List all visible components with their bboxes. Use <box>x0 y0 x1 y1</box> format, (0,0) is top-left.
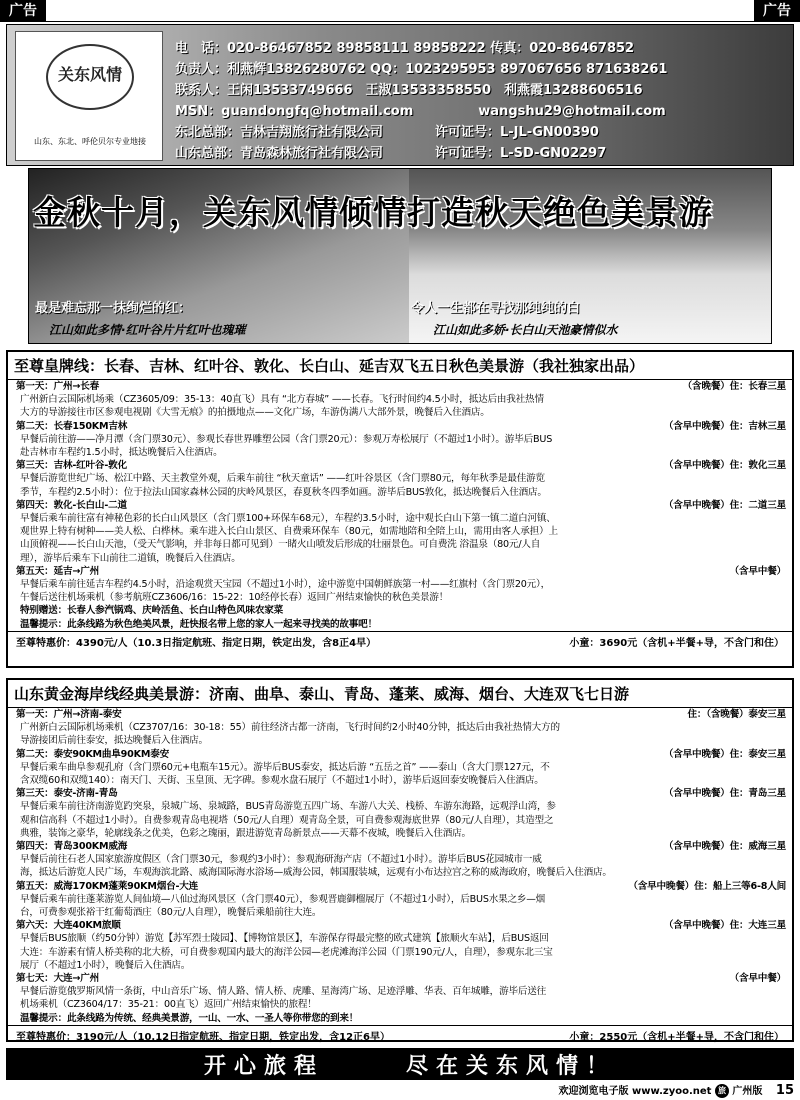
edition-label: 广州版 <box>732 1086 763 1097</box>
banner-subtitle-right: 江山如此多娇·长白山天池豪情似水 <box>433 323 618 337</box>
line-text: 早餐后乘车前往富有神秘色彩的长白山风景区（含门票100+环保车68元），车程约3.5小时，途中观长白山下第一镇二道白河镇、 <box>20 513 556 525</box>
line-text: 导游接团后前往泰安，抵达晚餐后入住酒店。 <box>20 735 208 747</box>
page-footer <box>6 1082 794 1098</box>
line-text: 早餐后乘车前往延吉车程约4.5小时，沿途观赏天宝园（不超过1小时），途中游览中国朝鲜族第一村——红旗村（含门票20元）， <box>20 579 551 591</box>
itinerary-text-line <box>8 800 792 813</box>
line-text: 含双缆60和双缆140）：南天门、天街、玉皇顶、无字碑。参观水盘石展厅（不超过1小时），游毕后返回泰安晚餐后入住酒店。 <box>20 775 544 787</box>
line-text: 山顶俯视——长白山天池，（受天气影响，并非每日都可见到）一睹火山喷发后形成的壮丽景色。可自费洗 浴温泉（80元/人自 <box>20 539 541 551</box>
line-text: 赴吉林市车程约1.5小时，抵达晚餐后入住酒店。 <box>20 447 223 459</box>
day-title: 第五天：威海170KM蓬莱90KM烟台-大连 <box>16 880 199 892</box>
itinerary-day-heading <box>8 919 792 932</box>
itinerary-text-line <box>8 853 792 866</box>
line-text: 观世界上特有树种——美人松、白桦林。乘车进入长白山景区、自费乘环保车（80元，如需地陪和全陪上山，需用由客人承担）上 <box>20 526 558 538</box>
agency-logo <box>15 31 163 161</box>
itinerary-day-heading <box>8 380 792 393</box>
itinerary-text-line <box>8 761 792 774</box>
ad-label-left: 广告 <box>0 0 46 22</box>
banner-title: 金秋十月，关东风情倾情打造秋天绝色美景游 <box>33 193 713 232</box>
itinerary-day-heading <box>8 748 792 761</box>
line-text: 早餐后游览世纪广场、松江中路、天主教堂外观，后乘车前往 “秋天童话” ——红叶谷景区（含门票80元，每年秋季是最佳游览 <box>20 473 545 485</box>
line-text: 广州新白云国际机场乘机（CZ3707/16：30-18：55）前往经济古都一济南，飞行时间约2小时40分钟，抵达后由我社热情大方的 <box>20 722 560 734</box>
meals-and-hotel: （含早中餐） <box>729 973 786 985</box>
meals-and-hotel: （含早中晚餐）住：泰安三星 <box>663 748 786 760</box>
day-title: 第四天：敦化-长白山-二道 <box>16 499 127 511</box>
contact-northeast-hq: 东北总部：吉林吉翔旅行社有限公司 许可证号：L-JL-GN00390 <box>175 125 599 140</box>
contact-persons: 联系人：王闲13533749666 王淑13533358550 利燕霞13288606516 <box>175 83 643 98</box>
line-text: 午餐后送往机场乘机（参考航班CZ3606/16：15-22：10经停长春）返回广州结束愉快的秋色美景游！ <box>20 592 449 604</box>
line-text: 温馨提示：此条线路为传统、经典美景游，一山、一水、一圣人等你带您的到来！ <box>20 1012 359 1024</box>
itinerary-day-heading <box>8 840 792 853</box>
itinerary-day-heading <box>8 880 792 893</box>
line-text: 早餐后乘车前往蓬莱游览人间仙境—八仙过海风景区（含门票40元），参观晋鹿御榴展厅（不超过1小时），后BUS水果之乡—烟 <box>20 893 546 905</box>
meals-and-hotel: （含早中晚餐）住：威海三星 <box>663 841 786 853</box>
itinerary-text-line <box>8 774 792 787</box>
itinerary-text-line <box>8 932 792 945</box>
line-text: 机场乘机（CZ3604/17：35-21：00直飞）返回广州结束愉快的旅程！ <box>20 999 317 1011</box>
day-title: 第二天：泰安90KM曲阜90KM泰安 <box>16 748 170 760</box>
line-text: 观和信高科（不超过1小时）。自费参观青岛电视塔（50元/人自理）观青岛全景，可自费参观海底世界（80元/人自理），其造型之 <box>20 814 554 826</box>
page-number: 15 <box>775 1083 794 1098</box>
contact-msn: MSN：guandongfq@hotmail.com wangshu29@hotmail.com <box>175 104 666 119</box>
itinerary-text-line <box>8 721 792 734</box>
itinerary-text-line <box>8 591 792 604</box>
itinerary-day-heading <box>8 972 792 985</box>
banner-caption-right: 令人一生都在寻找那纯纯的白 <box>411 301 581 316</box>
itinerary-text-line <box>8 393 792 406</box>
line-text: 早餐后前往游——净月潭（含门票30元）、参观长春世界雕塑公园（含门票20元）：参观万寿松展厅（不超过1小时）。游毕后BUS <box>20 433 553 445</box>
itinerary-text-line <box>8 486 792 499</box>
child-price: 小童：2550元（含机+半餐+导，不含门和住） <box>569 1031 784 1043</box>
itinerary-text-line <box>8 618 792 631</box>
line-text: 海，抵达后游览人民广场，车观海滨北路、威海国际海水浴场—威海公园，韩国服装城，远观有小布达拉宫之称的威海政府，晚餐后入住酒店。 <box>20 867 612 879</box>
tour-title: 至尊皇牌线：长春、吉林、红叶谷、敦化、长白山、延吉双飞五日秋色美景游（我社独家出品） <box>8 352 792 380</box>
child-price: 小童：3690元（含机+半餐+导，不含门和住） <box>569 637 784 649</box>
meals-and-hotel: （含早中晚餐）住：青岛三星 <box>663 788 786 800</box>
itinerary-text-line <box>8 906 792 919</box>
agency-header <box>6 24 794 166</box>
day-title: 第三天：吉林-红叶谷-敦化 <box>16 460 127 472</box>
itinerary-day-heading <box>8 787 792 800</box>
line-text: 台，可费参观张裕干红葡萄酒庄（80元/人自理），晚餐后乘船前往大连。 <box>20 907 322 919</box>
line-text: 展厅（不超过1小时），晚餐后入住酒店。 <box>20 959 191 971</box>
meals-and-hotel: 住：（含晚餐）泰安三星 <box>687 709 786 720</box>
contact-phone: 电 话：020-86467852 89858111 89858222 传真：020-86467852 <box>175 41 635 56</box>
top-ad-bar <box>0 0 800 22</box>
itinerary-text-line <box>8 446 792 459</box>
logo-name: 关东风情 <box>57 65 122 84</box>
tour-title: 山东黄金海岸线经典美景游：济南、曲阜、泰山、青岛、蓬莱、威海、烟台、大连双飞七日游 <box>8 680 792 708</box>
line-text: 早餐后前往石老人国家旅游度假区（含门票30元，参观约3小时）：参观海研海产店（不超过1小时）。游毕后BUS花园城市一威 <box>20 854 542 866</box>
line-text: 季节，车程约2.5小时）：位于拉法山国家森林公园的庆岭风景区，春夏秋冬四季如画。游毕后BUS敦化，抵达晚餐后入住酒店。 <box>20 486 547 498</box>
line-text: 早餐后BUS旅顺（约50分钟）游览【苏军烈士陵园】、【博物馆景区】，车游保存得最完整的欧式建筑【旅顺火车站】，后BUS返回 <box>20 933 549 945</box>
edition-badge-icon: 旅 <box>715 1084 729 1098</box>
itinerary-text-line <box>8 538 792 551</box>
ad-label-right: 广告 <box>754 0 800 22</box>
itinerary-text-line <box>8 604 792 617</box>
meals-and-hotel: （含早中晚餐）住：吉林三星 <box>663 420 786 432</box>
itinerary-text-line <box>8 472 792 485</box>
line-text: 温馨提示：此条线路为秋色绝美风景，赶快报名带上您的家人一起来寻找美的故事吧！ <box>20 618 377 630</box>
line-text: 早餐后游览俄罗斯风情一条街，中山音乐广场、情人路、情人桥、虎雕、星海湾广场、足迹浮雕、华表、百年城雕，游毕后送往 <box>20 986 547 998</box>
adult-price: 至尊特惠价：3190元/人（10.12日指定航班、指定日期，铁定出发，含12正6早） <box>16 1031 390 1043</box>
contact-manager: 负责人：利燕辉13826280762 QQ：1023295953 897067656 871638261 <box>175 62 668 77</box>
day-title: 第二天：长春150KM吉林 <box>16 420 128 432</box>
day-title: 第七天：大连→广州 <box>16 973 99 985</box>
line-text: 早餐后乘车前往济南游览趵突泉，泉城广场、泉城路，BUS青岛游览五四广场、车游八大关、栈桥、车游东海路，远观浮山湾，参 <box>20 801 556 813</box>
day-title: 第五天：延吉→广州 <box>16 565 99 577</box>
itinerary-text-line <box>8 946 792 959</box>
day-title: 第三天：泰安-济南-青岛 <box>16 788 118 800</box>
day-title: 第四天：青岛300KM威海 <box>16 841 128 853</box>
itinerary-text-line <box>8 985 792 998</box>
logo-tagline: 山东、东北、呼伦贝尔专业地接 <box>34 137 146 146</box>
itinerary-text-line <box>8 734 792 747</box>
slogan-left: 开心旅程 <box>204 1052 325 1079</box>
line-text: 广州新白云国际机场乘（CZ3605/09：35-13：40直飞）具有 “北方春城” ——长春。飞行时间约4.5小时，抵达后由我社热情 <box>20 394 544 406</box>
banner-caption-left: 最是难忘那一抹绚烂的红： <box>35 301 192 316</box>
line-text: 大连：车游素有情人桥美称的北大桥，可自费参观国内最大的海洋公园—老虎滩海洋公园（门票190元/人，自理），参观东北三宝 <box>20 946 553 958</box>
itinerary-text-line <box>8 552 792 565</box>
line-text: 特别赠送：长春人参汽锅鸡、庆岭活鱼、长白山特色风味农家菜 <box>20 605 284 617</box>
price-row <box>8 1025 792 1045</box>
itinerary-day-heading <box>8 565 792 578</box>
meals-and-hotel: （含早中晚餐）住：船上三等6-8人间 <box>628 880 786 892</box>
line-text: 大方的导游接往市区参观电视剧《大雪无痕》的拍摄地点——文化广场，车游伪满八大部外景，晚餐后入住酒店。 <box>20 407 490 419</box>
day-title: 第一天：广州→长春 <box>16 381 99 392</box>
itinerary-text-line <box>8 959 792 972</box>
meals-and-hotel: （含早中晚餐）住：二道三星 <box>663 499 786 511</box>
adult-price: 至尊特惠价：4390元/人（10.3日指定航班、指定日期，铁定出发，含8正4早） <box>16 637 377 649</box>
slogan-right: 尽在关东风情！ <box>406 1052 617 1079</box>
itinerary-text-line <box>8 1012 792 1025</box>
slogan-bar <box>6 1048 794 1080</box>
day-title: 第一天：广州→济南-泰安 <box>16 709 122 720</box>
itinerary-text-line <box>8 406 792 419</box>
itinerary-day-heading <box>8 459 792 472</box>
itinerary-list <box>8 380 792 631</box>
meals-and-hotel: （含早中晚餐）住：敦化三星 <box>663 460 786 472</box>
itinerary-text-line <box>8 814 792 827</box>
price-row <box>8 631 792 651</box>
itinerary-text-line <box>8 578 792 591</box>
tour-package-northeast <box>6 350 794 668</box>
itinerary-text-line <box>8 512 792 525</box>
contact-shandong-hq: 山东总部：青岛森林旅行社有限公司 许可证号：L-SD-GN02297 <box>175 146 607 161</box>
itinerary-list <box>8 708 792 1025</box>
itinerary-day-heading <box>8 499 792 512</box>
itinerary-text-line <box>8 998 792 1011</box>
day-title: 第六天：大连40KM旅顺 <box>16 920 121 932</box>
meals-and-hotel: （含晚餐）住：长春三星 <box>682 381 786 392</box>
itinerary-text-line <box>8 866 792 879</box>
itinerary-text-line <box>8 827 792 840</box>
meals-and-hotel: （含早中晚餐）住：大连三星 <box>663 920 786 932</box>
line-text: 理），游毕后乘车下山前往二道镇，晚餐后入住酒店。 <box>20 552 241 564</box>
itinerary-text-line <box>8 893 792 906</box>
meals-and-hotel: （含早中餐） <box>729 565 786 577</box>
tour-package-shandong <box>6 678 794 1042</box>
itinerary-day-heading <box>8 708 792 721</box>
itinerary-text-line <box>8 525 792 538</box>
line-text: 典雅，装饰之豪华，轮廓线条之优美，色彩之瑰丽，跟进游览青岛新景点——天幕不夜城，晚餐后入住酒店。 <box>20 827 471 839</box>
itinerary-day-heading <box>8 420 792 433</box>
website-link[interactable]: 欢迎浏览电子版 www.zyoo.net <box>558 1086 712 1097</box>
banner-subtitle-left: 江山如此多情·红叶谷片片红叶也瑰璀 <box>49 323 246 337</box>
line-text: 早餐后乘车曲阜参观孔府（含门票60元+电瓶车15元）。游毕后BUS泰安，抵达后游 “五岳之首” ——泰山（含大门票127元，不 <box>20 761 550 773</box>
itinerary-text-line <box>8 433 792 446</box>
autumn-banner <box>28 168 772 344</box>
